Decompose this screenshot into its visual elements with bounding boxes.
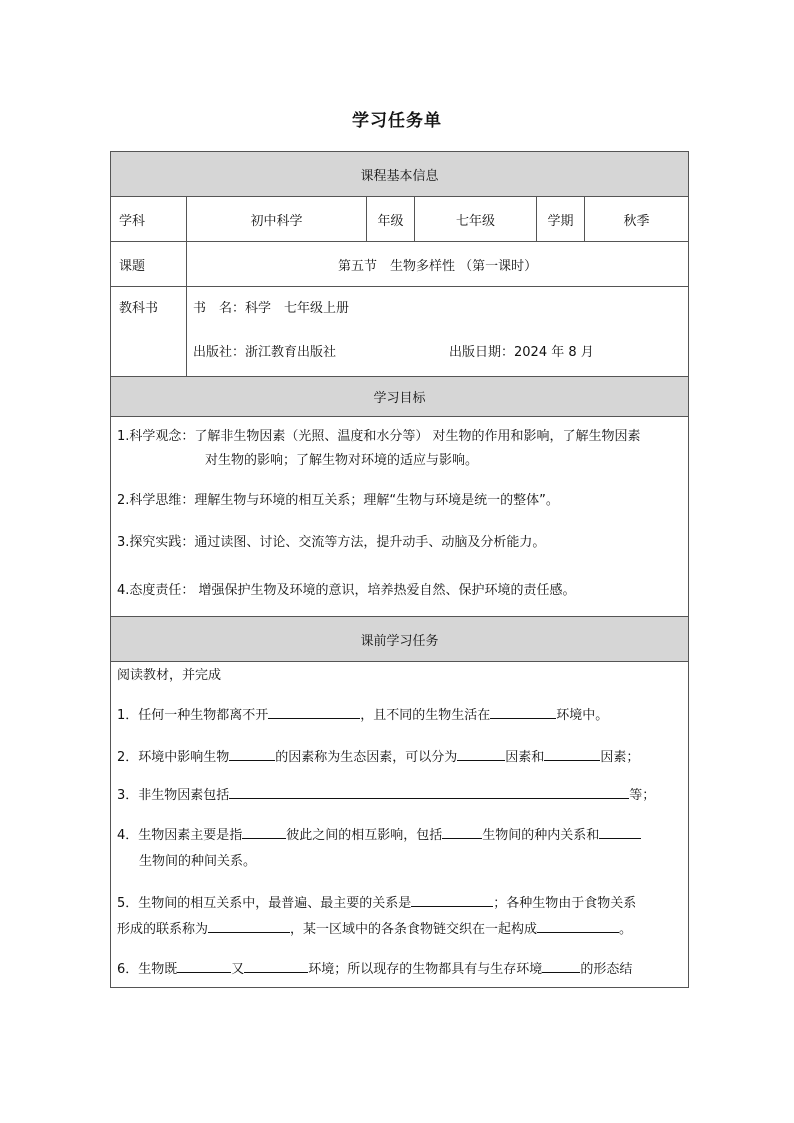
answer-blank[interactable] bbox=[442, 825, 482, 839]
answer-blank[interactable] bbox=[229, 785, 629, 799]
book-name: 书 名：科学 七年级上册 bbox=[193, 301, 350, 316]
question-5-line-1: 5．生物间的相互关系中，最普遍、最主要的关系是 ；各种生物由于食物关系 bbox=[117, 892, 636, 911]
answer-blank[interactable] bbox=[242, 825, 286, 839]
task-intro: 阅读教材，并完成 bbox=[117, 668, 222, 683]
answer-blank[interactable] bbox=[208, 919, 290, 933]
learning-goals-header: 学习目标 bbox=[111, 377, 689, 417]
answer-blank[interactable] bbox=[411, 893, 493, 907]
basic-info-row bbox=[111, 197, 689, 242]
course-info-header: 课程基本信息 bbox=[111, 152, 689, 197]
question-6: 6．生物既 又 环境；所以现存的生物都具有与生存环境 的形态结 bbox=[117, 958, 632, 977]
answer-blank[interactable] bbox=[177, 959, 231, 973]
goal-1-line-2: 对生物的影响；了解生物对环境的适应与影响。 bbox=[205, 453, 479, 468]
question-3: 3．非生物因素包括 等； bbox=[117, 784, 655, 803]
topic-label: 课题 bbox=[111, 242, 187, 287]
goal-2: 2.科学思维：理解生物与环境的相互关系；理解“生物与环境是统一的整体”。 bbox=[117, 493, 559, 508]
answer-blank[interactable] bbox=[490, 705, 556, 719]
topic-value: 第五节 生物多样性 （第一课时） bbox=[187, 242, 689, 287]
textbook-label: 教科书 bbox=[111, 287, 187, 377]
pre-class-tasks-header: 课前学习任务 bbox=[111, 617, 689, 662]
goal-3: 3.探究实践：通过读图、讨论、交流等方法，提升动手、动脑及分析能力。 bbox=[117, 535, 546, 550]
term-value: 秋季 bbox=[585, 197, 689, 242]
question-1: 1．任何一种生物都离不开 ，且不同的生物生活在 环境中。 bbox=[117, 704, 608, 723]
topic-row bbox=[111, 242, 689, 287]
pre-class-tasks-row bbox=[111, 662, 689, 988]
publisher: 出版社：浙江教育出版社 bbox=[193, 345, 337, 360]
answer-blank[interactable] bbox=[599, 825, 641, 839]
answer-blank[interactable] bbox=[457, 747, 505, 761]
grade-label: 年级 bbox=[367, 197, 415, 242]
learning-goals-row bbox=[111, 417, 689, 617]
question-2: 2．环境中影响生物 的因素称为生态因素，可以分为 因素和 因素； bbox=[117, 746, 639, 765]
question-5-line-2: 形成的联系称为 ，某一区域中的各条食物链交织在一起构成 。 bbox=[117, 918, 632, 937]
task-sheet-table bbox=[110, 151, 689, 988]
answer-blank[interactable] bbox=[229, 747, 275, 761]
goal-1-line-1: 1.科学观念：了解非生物因素（光照、温度和水分等） 对生物的作用和影响，了解生物因素 bbox=[117, 429, 641, 444]
question-4-line-1: 4．生物因素主要是指 彼此之间的相互影响，包括 生物间的种内关系和 bbox=[117, 824, 641, 843]
answer-blank[interactable] bbox=[537, 919, 619, 933]
term-label: 学期 bbox=[537, 197, 585, 242]
goal-4: 4.态度责任： 增强保护生物及环境的意识，培养热爱自然、保护环境的责任感。 bbox=[117, 583, 576, 598]
subject-value: 初中科学 bbox=[187, 197, 367, 242]
grade-value: 七年级 bbox=[415, 197, 537, 242]
question-4-line-2: 生物间的种间关系。 bbox=[139, 854, 257, 869]
publication-date: 出版日期：2024 年 8 月 bbox=[449, 345, 594, 360]
answer-blank[interactable] bbox=[268, 705, 360, 719]
answer-blank[interactable] bbox=[542, 959, 580, 973]
answer-blank[interactable] bbox=[544, 747, 600, 761]
page-title: 学习任务单 bbox=[352, 111, 442, 131]
subject-label: 学科 bbox=[111, 197, 187, 242]
textbook-row bbox=[111, 287, 689, 377]
answer-blank[interactable] bbox=[244, 959, 308, 973]
